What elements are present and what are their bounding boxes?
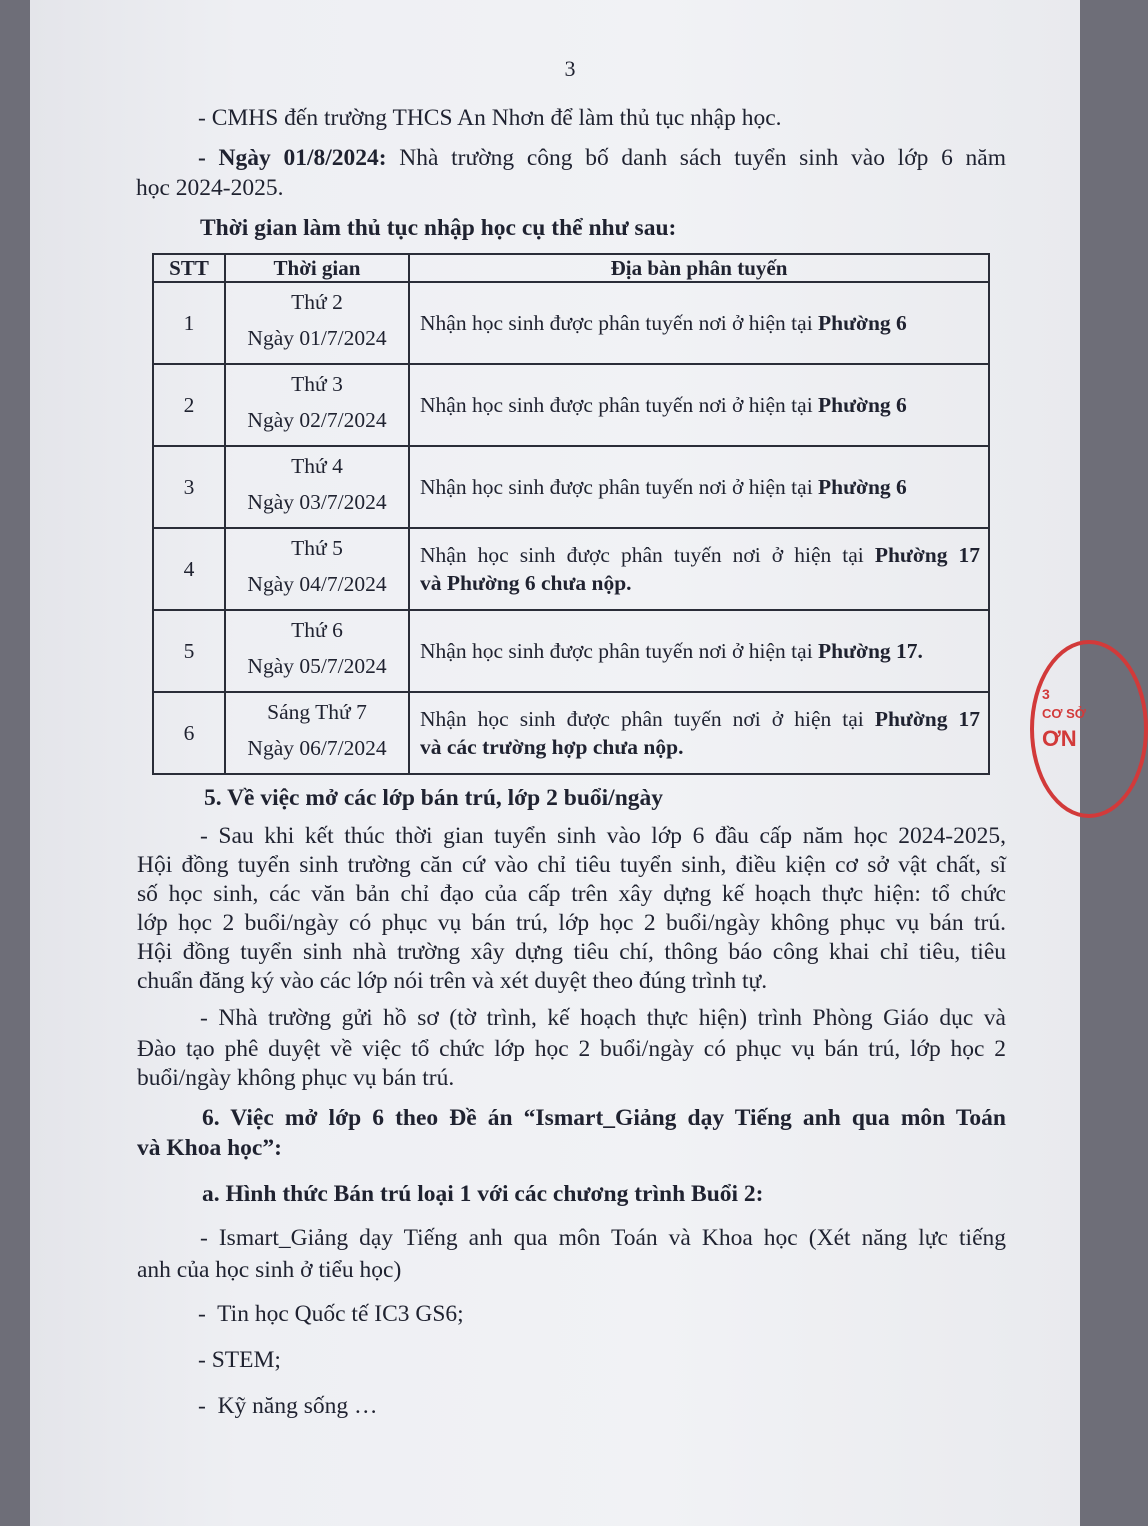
cell-stt: 3 <box>153 446 225 528</box>
cell-area-text: Nhận học sinh được phân tuyến nơi ở hiện tại <box>420 639 819 663</box>
cell-time <box>225 282 409 364</box>
cell-area-text: Nhận học sinh được phân tuyến nơi ở hiện tại <box>420 311 819 335</box>
header-time: Thời gian <box>225 254 409 282</box>
s5-p2-line3: buổi/ngày không phục vụ bán trú. <box>137 1065 455 1091</box>
section6-sub-a: a. Hình thức Bán trú loại 1 với các chương trình Buổi 2: <box>202 1181 764 1207</box>
cell-stt: 1 <box>153 282 225 364</box>
cell-time <box>225 610 409 692</box>
cell-area <box>409 282 989 364</box>
cell-date: Ngày 03/7/2024 <box>247 490 387 514</box>
cell-time <box>225 528 409 610</box>
stamp-text-2: CƠ SỞ <box>1042 706 1086 721</box>
section6-heading-line1: 6. Việc mở lớp 6 theo Đề án “Ismart_Giảng dạy Tiếng anh qua môn Toán <box>202 1105 1006 1131</box>
s5-p1-line5: Hội đồng tuyển sinh nhà trường xây dựng tiêu chí, thông báo công khai chỉ tiêu, tiêu <box>137 939 1006 965</box>
s5-p2-line1: - Nhà trường gửi hồ sơ (tờ trình, kế hoạch thực hiện) trình Phòng Giáo dục và <box>200 1005 1006 1031</box>
s5-p1-line4: lớp học 2 buổi/ngày có phục vụ bán trú, lớp học 2 buổi/ngày không phục vụ bán trú. <box>137 910 1006 936</box>
cell-area <box>409 364 989 446</box>
cell-date: Ngày 05/7/2024 <box>247 654 387 678</box>
line-ngay-0108 <box>198 144 1006 172</box>
cell-area-bold: Phường 6 <box>818 311 907 335</box>
cell-day: Sáng Thứ 7 <box>267 700 367 724</box>
cell-date: Ngày 06/7/2024 <box>247 736 387 760</box>
cell-area-bold-line2: và các trường hợp chưa nộp. <box>420 735 684 759</box>
cell-stt: 2 <box>153 364 225 446</box>
s6-item4: - Kỹ năng sống … <box>198 1393 378 1419</box>
header-stt: STT <box>153 254 225 282</box>
table-heading: Thời gian làm thủ tục nhập học cụ thể như sau: <box>200 215 677 241</box>
s5-p2-line2: Đào tạo phê duyệt về việc tổ chức lớp học 2 buổi/ngày có phục vụ bán trú, lớp học 2 <box>137 1036 1006 1062</box>
line-nam-hoc: học 2024-2025. <box>136 175 284 201</box>
cell-day: Thứ 6 <box>291 618 343 642</box>
table-row <box>153 610 989 692</box>
stamp-text-1: 3 <box>1042 686 1050 702</box>
table-row <box>153 364 989 446</box>
cell-area <box>409 446 989 528</box>
s6-item1-line1: - Ismart_Giảng dạy Tiếng anh qua môn Toán và Khoa học (Xét năng lực tiếng <box>200 1225 1006 1251</box>
cell-area-bold-line2: và Phường 6 chưa nộp. <box>420 571 632 595</box>
cell-area-text: Nhận học sinh được phân tuyến nơi ở hiện tại <box>420 393 819 417</box>
cell-area-bold: Phường 17 <box>874 543 981 567</box>
cell-date: Ngày 04/7/2024 <box>247 572 387 596</box>
table-row <box>153 528 989 610</box>
s5-p1-line6: chuẩn đăng ký vào các lớp nói trên và xét duyệt theo đúng trình tự. <box>137 968 768 994</box>
line-ngay-rest: Nhà trường công bố danh sách tuyển sinh vào lớp 6 năm <box>386 145 1006 171</box>
cell-area-text: Nhận học sinh được phân tuyến nơi ở hiện tại <box>420 543 875 567</box>
section5-heading: 5. Về việc mở các lớp bán trú, lớp 2 buổi/ngày <box>204 785 664 811</box>
date-bold: - Ngày 01/8/2024: <box>198 145 387 171</box>
cell-date: Ngày 02/7/2024 <box>247 408 387 432</box>
s6-item1-line2: anh của học sinh ở tiểu học) <box>137 1257 402 1283</box>
cell-day: Thứ 4 <box>291 454 343 478</box>
cell-area-text: Nhận học sinh được phân tuyến nơi ở hiện tại <box>420 475 819 499</box>
red-seal-stamp <box>1030 640 1148 818</box>
cell-date: Ngày 01/7/2024 <box>247 326 387 350</box>
stamp-text-3: ƠN <box>1042 726 1077 751</box>
schedule-table <box>152 253 990 775</box>
cell-time <box>225 364 409 446</box>
cell-area-line1 <box>420 705 980 733</box>
cell-area-bold: Phường 17. <box>818 639 923 663</box>
cell-time <box>225 446 409 528</box>
line-cmhs: - CMHS đến trường THCS An Nhơn để làm thủ tục nhập học. <box>198 105 782 131</box>
cell-area-bold: Phường 6 <box>818 393 907 417</box>
s5-p1-line1: - Sau khi kết thúc thời gian tuyển sinh vào lớp 6 đầu cấp năm học 2024-2025, <box>200 823 1006 849</box>
header-area: Địa bàn phân tuyến <box>409 254 989 282</box>
cell-area-bold: Phường 6 <box>818 475 907 499</box>
cell-day: Thứ 3 <box>291 372 343 396</box>
cell-day: Thứ 2 <box>291 290 343 314</box>
cell-day: Thứ 5 <box>291 536 343 560</box>
section6-heading-line2: và Khoa học”: <box>137 1135 282 1161</box>
cell-area-text: Nhận học sinh được phân tuyến nơi ở hiện tại <box>420 707 875 731</box>
cell-stt: 5 <box>153 610 225 692</box>
table-row <box>153 446 989 528</box>
table-header-row <box>153 254 989 282</box>
table-row <box>153 692 989 774</box>
cell-time <box>225 692 409 774</box>
s5-p1-line3: số học sinh, các văn bản chỉ đạo của cấp trên xây dựng kế hoạch thực hiện: tổ chức <box>137 881 1006 907</box>
cell-stt: 6 <box>153 692 225 774</box>
cell-area <box>409 692 989 774</box>
s6-item2: - Tin học Quốc tế IC3 GS6; <box>198 1301 464 1327</box>
s5-p1-line2: Hội đồng tuyển sinh trường căn cứ vào chỉ tiêu tuyển sinh, điều kiện cơ sở vật chất, sĩ <box>137 852 1006 878</box>
page-number: 3 <box>564 56 576 81</box>
s6-item3: - STEM; <box>198 1347 281 1373</box>
cell-stt: 4 <box>153 528 225 610</box>
cell-area-line1 <box>420 541 980 569</box>
cell-area <box>409 528 989 610</box>
table-row <box>153 282 989 364</box>
cell-area-bold: Phường 17 <box>874 707 981 731</box>
cell-area <box>409 610 989 692</box>
